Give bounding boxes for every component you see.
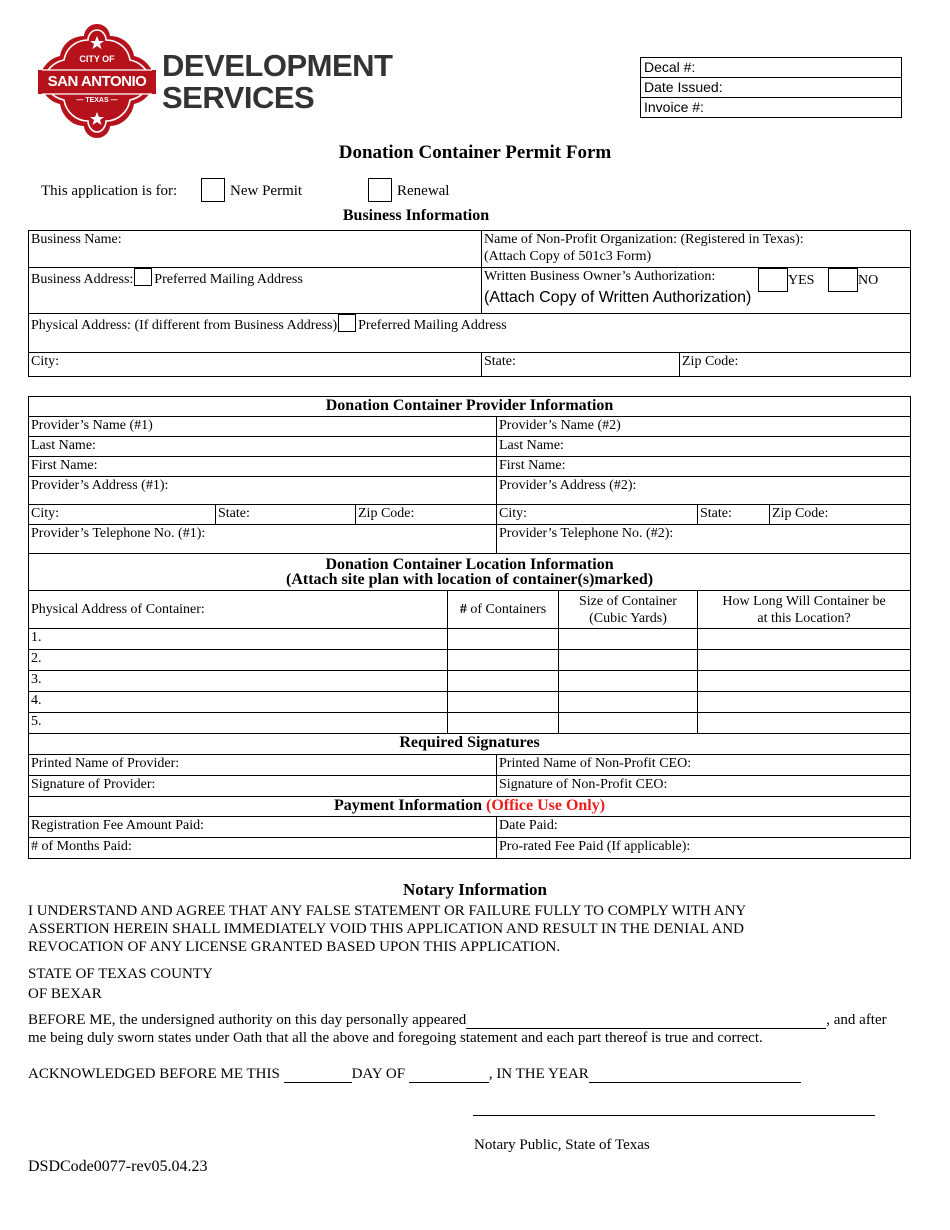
org-name-line1: DEVELOPMENT — [162, 48, 393, 83]
location-row-number: 4. — [31, 693, 42, 708]
printed-ceo-label: Printed Name of Non-Profit CEO: — [499, 756, 692, 771]
org-name — [162, 50, 392, 114]
col-duration — [698, 591, 911, 629]
date-paid-label: Date Paid: — [499, 818, 558, 833]
provider2-address-label: Provider’s Address (#2): — [499, 478, 637, 493]
renewal-checkbox[interactable] — [368, 178, 392, 202]
location-row-4-address[interactable] — [29, 692, 448, 713]
seal-top-text: CITY OF — [79, 54, 115, 64]
notary-heading: Notary Information — [402, 880, 547, 899]
preferred-mailing-checkbox[interactable] — [134, 268, 152, 286]
new-permit-checkbox[interactable] — [201, 178, 225, 202]
acknowledged-line — [28, 1065, 801, 1083]
location-heading-line1: Donation Container Location Information — [325, 556, 614, 573]
printed-provider-label: Printed Name of Provider: — [31, 756, 180, 771]
provider1-zip-field[interactable] — [356, 505, 497, 525]
provider1-first-name-field[interactable] — [29, 457, 497, 477]
auth-no-checkbox[interactable] — [828, 268, 858, 292]
col-size-line2: (Cubic Yards) — [589, 610, 667, 626]
business-name-field[interactable] — [29, 231, 482, 268]
preferred-mailing-checkbox-2[interactable] — [338, 314, 356, 332]
provider-heading: Donation Container Provider Information — [29, 397, 911, 417]
day-of-text: DAY OF — [351, 1066, 406, 1082]
location-row-4-count[interactable] — [448, 692, 559, 713]
provider1-city-label: City: — [31, 506, 60, 521]
location-row-5-duration[interactable] — [698, 713, 911, 734]
location-row-3-count[interactable] — [448, 671, 559, 692]
nonprofit-name-field[interactable] — [482, 231, 911, 268]
notary-before-me — [28, 1011, 933, 1047]
provider2-zip-field[interactable] — [770, 505, 911, 525]
col-container-size — [559, 591, 698, 629]
printed-ceo-field[interactable] — [497, 755, 911, 776]
location-row-4-size[interactable] — [559, 692, 698, 713]
auth-no-label: NO — [858, 273, 879, 288]
auth-yes-checkbox[interactable] — [758, 268, 788, 292]
ack-day-field[interactable] — [284, 1068, 352, 1083]
ack-year-field[interactable] — [589, 1068, 801, 1083]
location-row-2-address[interactable] — [29, 650, 448, 671]
provider2-state-label: State: — [700, 506, 732, 521]
and-after-text: , and after — [826, 1012, 887, 1028]
signature-provider-label: Signature of Provider: — [31, 777, 156, 792]
provider1-last-name-field[interactable] — [29, 437, 497, 457]
notary-state-county — [28, 964, 213, 1004]
business-info-table — [28, 230, 911, 377]
location-row-4-duration[interactable] — [698, 692, 911, 713]
notary-statement-line1: I UNDERSTAND AND AGREE THAT ANY FALSE STATEMENT OR FAILURE FULLY TO COMPLY WITH ANY — [28, 903, 747, 919]
col-physical-address: Physical Address of Container: — [29, 591, 448, 629]
location-row-number: 2. — [31, 651, 42, 666]
col-container-count-hash: # — [459, 602, 467, 617]
location-row-3-duration[interactable] — [698, 671, 911, 692]
provider2-telephone-label: Provider’s Telephone No. (#2): — [499, 526, 674, 541]
printed-provider-field[interactable] — [29, 755, 497, 776]
notary-public-label: Notary Public, State of Texas — [474, 1137, 650, 1153]
office-use-box — [640, 57, 902, 118]
location-row-1-duration[interactable] — [698, 629, 911, 650]
registration-fee-label: Registration Fee Amount Paid: — [31, 818, 205, 833]
provider1-address-field[interactable] — [29, 477, 497, 505]
city-label: City: — [31, 354, 60, 369]
location-row-number: 5. — [31, 714, 42, 729]
col-container-count — [448, 591, 559, 629]
provider1-city-field[interactable] — [29, 505, 216, 525]
last-name-label-2: Last Name: — [499, 438, 564, 453]
provider2-telephone-field[interactable] — [497, 525, 911, 554]
auth-no-group — [828, 268, 878, 292]
office-use-only-note: (Office Use Only) — [485, 797, 606, 814]
provider1-state-field[interactable] — [216, 505, 356, 525]
notary-signature-line[interactable] — [473, 1115, 875, 1116]
nonprofit-label-line2: (Attach Copy of 501c3 Form) — [484, 249, 652, 264]
date-paid-field[interactable] — [497, 817, 911, 838]
location-row-number: 1. — [31, 630, 42, 645]
signature-ceo-label: Signature of Non-Profit CEO: — [499, 777, 668, 792]
prorated-fee-label: Pro-rated Fee Paid (If applicable): — [499, 839, 691, 854]
owner-authorization-label: Written Business Owner’s Authorization: — [484, 269, 716, 284]
location-row-5-address[interactable] — [29, 713, 448, 734]
new-permit-label: New Permit — [230, 183, 303, 199]
location-row-2-count[interactable] — [448, 650, 559, 671]
provider2-address-field[interactable] — [497, 477, 911, 505]
preferred-mailing-label: Preferred Mailing Address — [154, 272, 303, 287]
provider1-state-label: State: — [218, 506, 250, 521]
business-zip-field[interactable] — [680, 353, 911, 377]
location-row-1-count[interactable] — [448, 629, 559, 650]
invoice-field[interactable]: Invoice #: — [641, 98, 902, 118]
provider2-state-field[interactable] — [698, 505, 770, 525]
provider2-city-field[interactable] — [497, 505, 698, 525]
location-row-3-address[interactable] — [29, 671, 448, 692]
provider2-zip-label: Zip Code: — [772, 506, 829, 521]
seal-bottom-text: — TEXAS — — [76, 97, 118, 104]
sworn-text: me being duly sworn states under Oath that all the above and foregoing statement and each part thereof is true and correct. — [28, 1030, 763, 1046]
location-row-1-address[interactable] — [29, 629, 448, 650]
provider2-city-label: City: — [499, 506, 528, 521]
provider1-telephone-field[interactable] — [29, 525, 497, 554]
provider2-last-name-field[interactable] — [497, 437, 911, 457]
business-heading: Business Information — [342, 207, 490, 224]
application-label: This application is for: — [41, 183, 178, 199]
col-duration-line2: at this Location? — [757, 610, 851, 626]
first-name-label-2: First Name: — [499, 458, 566, 473]
notary-state-line1: STATE OF TEXAS COUNTY — [28, 966, 213, 982]
notary-statement-line3: REVOCATION OF ANY LICENSE GRANTED BASED UPON THIS APPLICATION. — [28, 939, 561, 955]
physical-address-label: Physical Address: (If different from Business Address) — [31, 318, 338, 333]
location-row-5-size[interactable] — [559, 713, 698, 734]
seal-main-text: SAN ANTONIO — [47, 73, 147, 90]
provider1-zip-label: Zip Code: — [358, 506, 415, 521]
location-heading-line2: (Attach site plan with location of container(s)marked) — [285, 571, 654, 588]
notary-state-line2: OF BEXAR — [28, 986, 102, 1002]
physical-address-field[interactable] — [29, 314, 911, 353]
months-paid-label: # of Months Paid: — [31, 839, 132, 854]
col-container-count-label: of Containers — [470, 602, 547, 617]
notary-statement-line2: ASSERTION HEREIN SHALL IMMEDIATELY VOID THIS APPLICATION AND RESULT IN THE DENIAL AND — [28, 921, 744, 937]
location-row-1-size[interactable] — [559, 629, 698, 650]
state-label: State: — [484, 354, 516, 369]
decal-field[interactable]: Decal #: — [641, 58, 902, 78]
location-row-5-count[interactable] — [448, 713, 559, 734]
payment-heading — [29, 797, 911, 817]
provider-name-2: Provider’s Name (#2) — [497, 417, 911, 437]
signatures-heading: Required Signatures — [29, 734, 911, 755]
owner-authorization-field[interactable] — [482, 268, 911, 314]
in-year-text: , IN THE YEAR — [488, 1066, 589, 1082]
date-issued-field[interactable]: Date Issued: — [641, 78, 902, 98]
provider-name-1: Provider’s Name (#1) — [29, 417, 497, 437]
first-name-label: First Name: — [31, 458, 98, 473]
prorated-fee-field[interactable] — [497, 838, 911, 859]
signature-provider-field[interactable] — [29, 776, 497, 797]
business-address-label: Business Address: — [31, 272, 134, 287]
provider-table — [28, 396, 911, 859]
acknowledged-text: ACKNOWLEDGED BEFORE ME THIS — [28, 1066, 280, 1082]
preferred-mailing-label-2: Preferred Mailing Address — [358, 318, 507, 333]
provider1-telephone-label: Provider’s Telephone No. (#1): — [31, 526, 206, 541]
provider1-address-label: Provider’s Address (#1): — [31, 478, 169, 493]
business-name-label: Business Name: — [31, 232, 122, 247]
signature-ceo-field[interactable] — [497, 776, 911, 797]
business-state-field[interactable] — [482, 353, 680, 377]
attach-authorization-note: (Attach Copy of Written Authorization) — [484, 289, 752, 306]
location-heading — [29, 554, 911, 591]
col-duration-line1: How Long Will Container be — [722, 593, 886, 609]
business-city-field[interactable] — [29, 353, 482, 377]
payment-heading-text: Payment Information — [334, 797, 482, 814]
auth-yes-group — [758, 268, 814, 292]
zip-label: Zip Code: — [682, 354, 739, 369]
appeared-name-line[interactable] — [466, 1014, 826, 1029]
form-code: DSDCode0077-rev05.04.23 — [28, 1158, 208, 1175]
page-title: Donation Container Permit Form — [338, 142, 612, 163]
business-address-field[interactable] — [29, 268, 482, 314]
months-paid-field[interactable] — [29, 838, 497, 859]
location-row-2-duration[interactable] — [698, 650, 911, 671]
location-row-3-size[interactable] — [559, 671, 698, 692]
ack-month-field[interactable] — [409, 1068, 489, 1083]
col-size-line1: Size of Container — [579, 593, 677, 609]
notary-statement — [28, 902, 928, 956]
last-name-label: Last Name: — [31, 438, 96, 453]
location-row-2-size[interactable] — [559, 650, 698, 671]
provider2-first-name-field[interactable] — [497, 457, 911, 477]
location-row-number: 3. — [31, 672, 42, 687]
org-name-line2: SERVICES — [162, 80, 315, 115]
registration-fee-field[interactable] — [29, 817, 497, 838]
renewal-label: Renewal — [397, 183, 450, 199]
auth-yes-label: YES — [788, 273, 815, 288]
nonprofit-label-line1: Name of Non-Profit Organization: (Registered in Texas): — [484, 232, 804, 247]
before-me-text: BEFORE ME, the undersigned authority on this day personally appeared — [28, 1012, 467, 1028]
